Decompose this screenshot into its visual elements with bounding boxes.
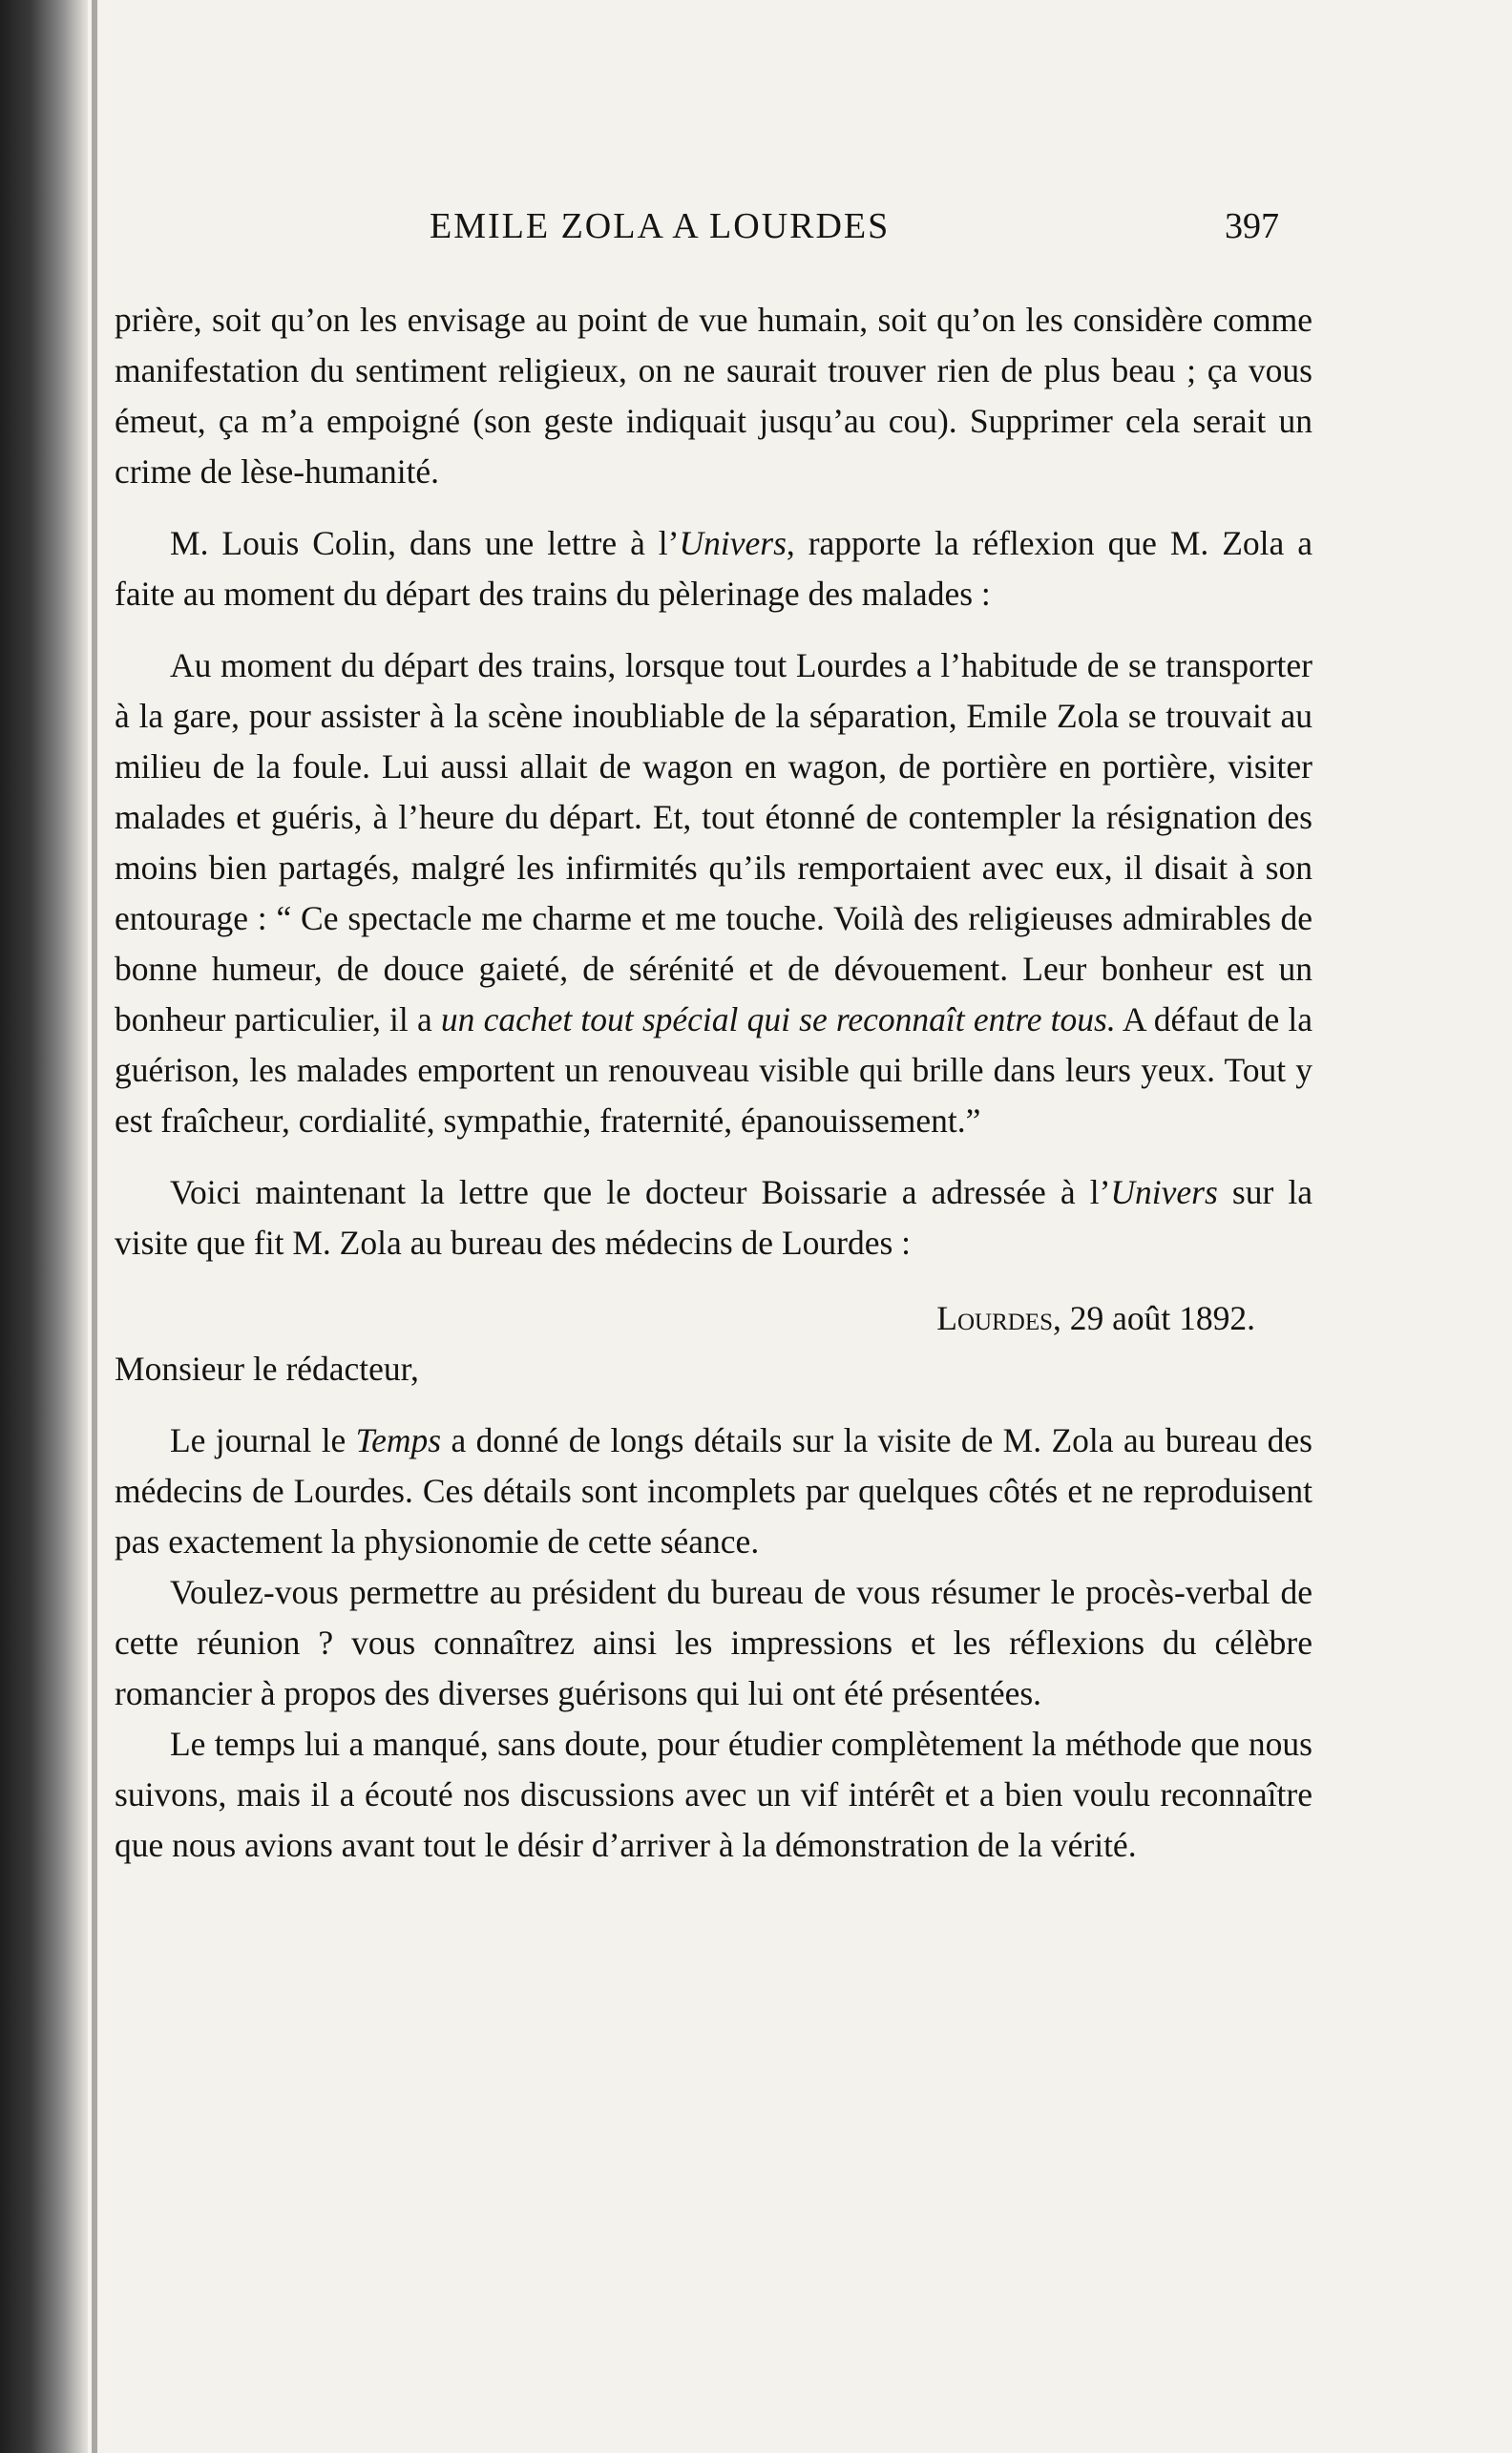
- text-run: M. Louis Colin, dans une lettre à l’: [170, 524, 680, 562]
- paragraph-continuation: prière, soit qu’on les envisage au point de vue humain, soit qu’on les considère comme manifestation du sentiment religieux, on ne saurait trouver rien de plus beau ; ça vous émeut, ça m’a empoigné (son geste indiquait jusqu’au cou). Supprimer cela serait un crime de lèse-humanité.: [115, 301, 1312, 491]
- running-title: EMILE ZOLA A LOURDES: [430, 206, 891, 246]
- binding-edge: [92, 0, 97, 2453]
- text-run: Au moment du départ des trains, lorsque tout Lourdes a l’habitude de se transporter à la gare, pour assister à la scène inoubliable de la séparation, Emile Zola se trouvait au milieu de la foule. Lui aussi allait de wagon en wagon, de portière en portière, visiter malades et guéris, à l’heure du départ. Et, tout étonné de contempler la résignation des moins bien partagés, malgré les infirmités qu’ils remportaient avec eux, il disait à son entourage : “ Ce spectacle me charme et me touche. Voilà des religieuses admirables de bonne humeur, de douce gaieté, de sérénité et de dévouement. Leur bonheur est un bonheur particulier, il a: [115, 646, 1312, 1038]
- letter-dateline: [115, 1293, 1312, 1344]
- quoted-paragraph: [115, 640, 1312, 1146]
- page-number: 397: [1225, 206, 1279, 246]
- text-run: Le journal le: [170, 1421, 356, 1459]
- letter-salutation: Monsieur le rédacteur,: [115, 1350, 419, 1388]
- italic-run: Univers: [1110, 1173, 1218, 1211]
- text-run: A défaut de la guérison, les malades emportent un renouveau visible qui brille dans leurs yeux. Tout y est fraîcheur, cordialité, sympathie, fraternité, épanouissement.”: [115, 1000, 1313, 1140]
- italic-run: un cachet tout spécial qui se reconnaît entre tous.: [440, 1000, 1116, 1038]
- text-run: Voici maintenant la lettre que le docteur Boissarie a adressée à l’: [170, 1173, 1111, 1211]
- text-run: a donné de longs détails sur la visite de M. Zola au bureau des médecins de Lourdes. Ces détails sont incomplets par quelques côtés et ne reproduisent pas exactement la physionomie de cette séance.: [115, 1421, 1312, 1561]
- letter-paragraph: Voulez-vous permettre au président du bureau de vous résumer le procès-verbal de cette réunion ? vous connaîtrez ainsi les impressions et les réflexions du célèbre romancier à propos des diverses guérisons qui lui ont été présentées.: [115, 1573, 1312, 1712]
- binding-gutter-shadow: [0, 0, 88, 2453]
- book-page: [115, 205, 1312, 2391]
- italic-run: Temps: [355, 1421, 442, 1459]
- paragraph-boissarie: [115, 1167, 1312, 1268]
- letter-paragraph: Le temps lui a manqué, sans doute, pour étudier complètement la méthode que nous suivons, mais il a écouté nos discussions avec un vif intérêt et a bien voulu reconnaître que nous avions avant tout le désir d’arriver à la démonstration de la vérité.: [115, 1725, 1312, 1864]
- paragraph-colin: [115, 518, 1312, 619]
- running-head: [115, 205, 1312, 259]
- dateline-date: , 29 août 1892.: [1053, 1299, 1255, 1337]
- text-run: , rapporte la réflexion que M. Zola a faite au moment du départ des trains du pèlerinage des malades :: [115, 524, 1312, 613]
- letter-paragraph: [115, 1415, 1312, 1567]
- text-run: sur la visite que fit M. Zola au bureau des médecins de Lourdes :: [115, 1173, 1312, 1262]
- italic-run: Univers: [679, 524, 787, 562]
- dateline-place: Lourdes: [936, 1299, 1053, 1337]
